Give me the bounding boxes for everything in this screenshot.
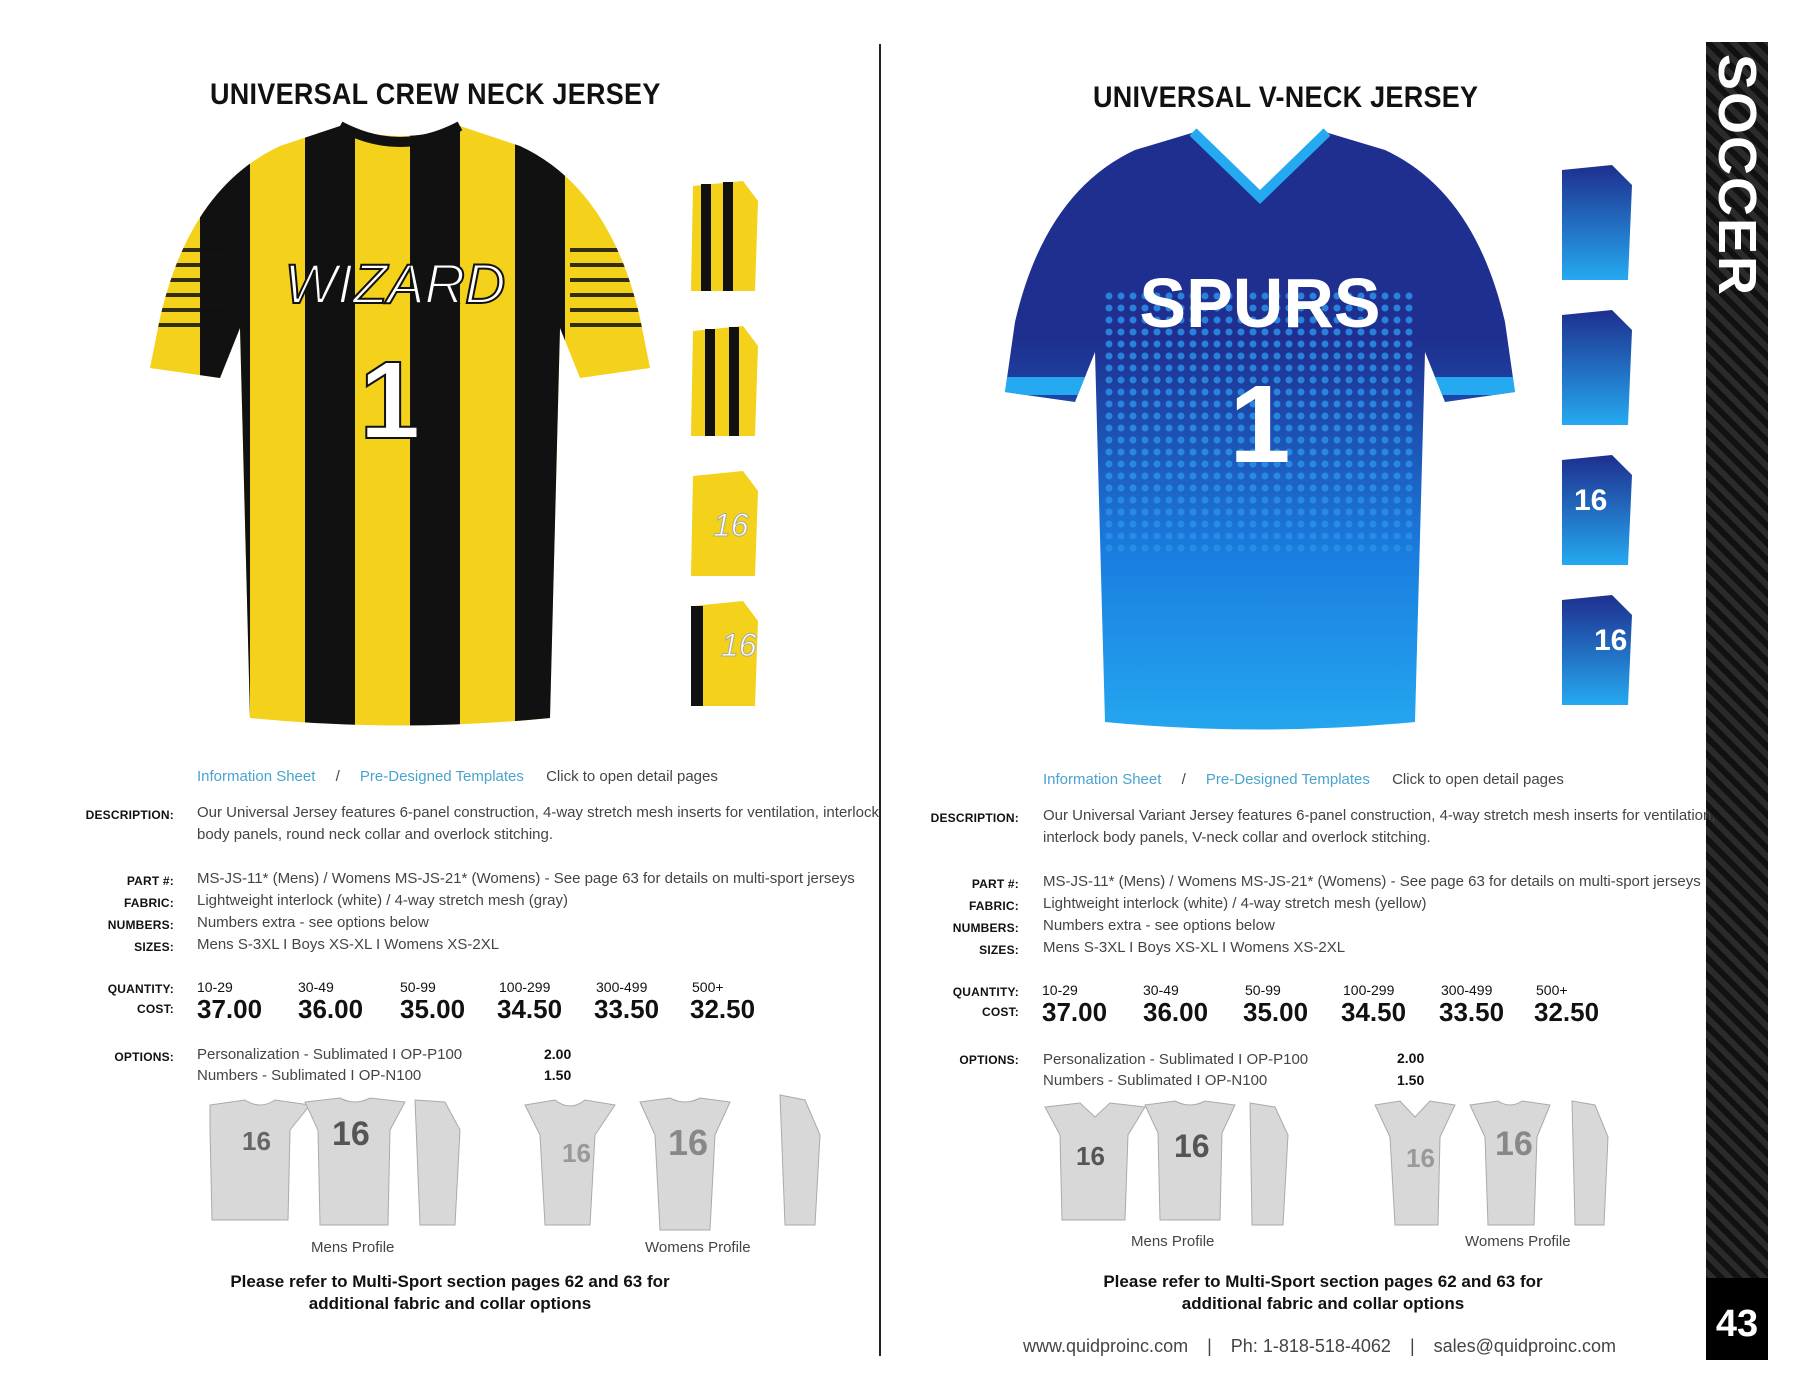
profile-number: 16 (1406, 1143, 1435, 1173)
option-price: 2.00 (544, 1046, 572, 1062)
description-text-line-2: body panels, round neck collar and overlock stitching. (197, 826, 554, 843)
footer-separator: | (1207, 1336, 1212, 1356)
v-neck-thumbnails (1552, 160, 1642, 720)
pre-designed-templates-link[interactable]: Pre-Designed Templates (1205, 771, 1370, 788)
cost-tier: 36.00 (1143, 997, 1209, 1027)
mens-profile-caption: Mens Profile (311, 1239, 395, 1256)
profile-number: 16 (1076, 1141, 1105, 1171)
fabric-value: Lightweight interlock (white) / 4-way stretch mesh (yellow) (1043, 895, 1427, 912)
quantity-label: QUANTITY: (107, 982, 174, 996)
qty-tier: 100-299 (1343, 982, 1395, 998)
thumbnail-back-view-2 (1562, 595, 1632, 705)
page-divider (879, 44, 881, 1356)
fabric-label: FABRIC: (968, 899, 1019, 913)
refer-note (1063, 1271, 1583, 1315)
thumb-number: 16 (721, 627, 757, 663)
option-name: Numbers - Sublimated I OP-N100 (197, 1067, 422, 1084)
pre-designed-templates-link[interactable]: Pre-Designed Templates (359, 768, 524, 785)
footer-separator: | (1409, 1336, 1415, 1356)
sizes-label: SIZES: (979, 943, 1019, 957)
womens-back-jersey (640, 1098, 730, 1230)
part-value: MS-JS-11* (Mens) / Womens MS-JS-21* (Womens) - See page 63 for details on multi-sport jerseys (1043, 873, 1701, 890)
refer-note-line-1: Please refer to Multi-Sport section pages 62 and 63 for (1103, 1272, 1543, 1291)
profile-number: 16 (1174, 1128, 1210, 1164)
right-profile-jerseys (1040, 1095, 1640, 1235)
womens-back-jersey (1470, 1101, 1550, 1225)
cost-label: COST: (982, 1005, 1019, 1019)
option-name: Personalization - Sublimated I OP-P100 (1043, 1051, 1309, 1068)
options-label: OPTIONS: (959, 1053, 1019, 1067)
thumb-number: 16 (1594, 624, 1628, 657)
qty-tier: 300-499 (596, 979, 648, 995)
thumbnail-back-view-2 (691, 601, 758, 706)
option-name: Personalization - Sublimated I OP-P100 (197, 1046, 463, 1063)
cost-tier: 35.00 (400, 994, 466, 1024)
cost-tier: 35.00 (1243, 997, 1309, 1027)
refer-note-line-2: additional fabric and collar options (1181, 1294, 1465, 1313)
profile-number: 16 (562, 1138, 591, 1168)
cost-tier: 32.50 (1534, 997, 1600, 1027)
qty-tier: 10-29 (197, 979, 233, 995)
qty-tier: 10-29 (1042, 982, 1078, 998)
cost-tier: 34.50 (497, 994, 563, 1024)
thumbnail-side-view-1 (1562, 165, 1632, 280)
links-hint: Click to open detail pages (546, 768, 718, 785)
thumbnail-back-view-1 (691, 471, 758, 576)
right-links (1043, 771, 1564, 788)
qty-tier: 500+ (692, 979, 724, 995)
link-separator: / (1181, 771, 1186, 788)
jersey-name-text: WIZARD (284, 252, 506, 315)
option-name: Numbers - Sublimated I OP-N100 (1043, 1072, 1268, 1089)
thumbnail-side-view-1 (691, 181, 758, 291)
numbers-value: Numbers extra - see options below (1043, 917, 1275, 934)
description-label: DESCRIPTION: (930, 811, 1019, 825)
cost-label: COST: (137, 1002, 174, 1016)
cost-tier: 37.00 (197, 994, 263, 1024)
cost-tier: 33.50 (1439, 997, 1505, 1027)
crew-neck-jersey-image (140, 118, 660, 738)
option-price: 2.00 (1397, 1050, 1425, 1066)
part-label: PART #: (971, 877, 1019, 891)
phone-number: Ph: 1-818-518-4062 (1230, 1336, 1391, 1356)
section-label: SOCCER (1707, 54, 1767, 298)
left-profile-jerseys (190, 1090, 840, 1240)
numbers-label: NUMBERS: (952, 921, 1019, 935)
options-label: OPTIONS: (114, 1050, 174, 1064)
numbers-value: Numbers extra - see options below (197, 914, 429, 931)
description-label: DESCRIPTION: (85, 808, 174, 822)
links-hint: Click to open detail pages (1392, 771, 1564, 788)
description-text-line-2: interlock body panels, V-neck collar and overlock stitching. (1043, 829, 1431, 846)
part-value: MS-JS-11* (Mens) / Womens MS-JS-21* (Womens) - See page 63 for details on multi-sport jerseys (197, 870, 855, 887)
page-number: 43 (1715, 1303, 1759, 1345)
left-links (197, 768, 718, 785)
crew-neck-thumbnails (683, 176, 763, 716)
cost-tier: 32.50 (690, 994, 756, 1024)
numbers-label: NUMBERS: (107, 918, 174, 932)
qty-tier: 50-99 (400, 979, 436, 995)
jersey-name-text: SPURS (1139, 264, 1381, 342)
thumb-number: 16 (1574, 484, 1608, 517)
womens-profile-caption: Womens Profile (1465, 1233, 1571, 1250)
option-price: 1.50 (544, 1067, 572, 1083)
sizes-value: Mens S-3XL I Boys XS-XL I Womens XS-2XL (197, 936, 500, 953)
qty-tier: 50-99 (1245, 982, 1281, 998)
refer-note-line-2: additional fabric and collar options (308, 1294, 592, 1313)
email-link[interactable]: sales@quidproinc.com (1433, 1336, 1616, 1356)
womens-profile-caption: Womens Profile (645, 1239, 751, 1256)
cost-tier: 37.00 (1042, 997, 1108, 1027)
thumbnail-side-view-2 (1562, 310, 1632, 425)
description-text-line-1: Our Universal Jersey features 6-panel construction, 4-way stretch mesh inserts for ventilation, interlock (197, 804, 879, 821)
right-title: UNIVERSAL V-NECK JERSEY (1093, 81, 1479, 114)
qty-tier: 30-49 (298, 979, 334, 995)
qty-tier: 30-49 (1143, 982, 1179, 998)
description-text-line-1: Our Universal Variant Jersey features 6-panel construction, 4-way stretch mesh inserts for ventilation, (1043, 807, 1716, 824)
profile-number: 16 (668, 1122, 709, 1163)
profile-number: 16 (1495, 1125, 1533, 1163)
profile-number: 16 (332, 1115, 370, 1153)
sizes-label: SIZES: (134, 940, 174, 954)
mens-side-jersey (1250, 1103, 1288, 1225)
information-sheet-link[interactable]: Information Sheet (197, 768, 316, 785)
sizes-value: Mens S-3XL I Boys XS-XL I Womens XS-2XL (1043, 939, 1346, 956)
qty-tier: 300-499 (1441, 982, 1493, 998)
womens-side-jersey (1572, 1101, 1608, 1225)
mens-profile-caption: Mens Profile (1131, 1233, 1215, 1250)
thumbnail-back-view-1 (1562, 455, 1632, 565)
left-title: UNIVERSAL CREW NECK JERSEY (210, 78, 661, 111)
cost-tier: 34.50 (1341, 997, 1407, 1027)
contact-footer (1023, 1336, 1616, 1357)
refer-note (190, 1271, 710, 1315)
cost-tier: 36.00 (298, 994, 364, 1024)
link-separator: / (335, 768, 340, 785)
quantity-label: QUANTITY: (952, 985, 1019, 999)
mens-side-jersey (415, 1100, 460, 1225)
v-neck-jersey-image (995, 122, 1525, 742)
fabric-label: FABRIC: (123, 896, 174, 910)
mens-front-jersey (210, 1100, 310, 1220)
profile-number: 16 (242, 1126, 271, 1156)
fabric-value: Lightweight interlock (white) / 4-way stretch mesh (gray) (197, 892, 568, 909)
website-link[interactable]: www.quidproinc.com (1023, 1336, 1189, 1356)
refer-note-line-1: Please refer to Multi-Sport section pages 62 and 63 for (230, 1272, 670, 1291)
jersey-number: 1 (359, 339, 421, 462)
qty-tier: 100-299 (499, 979, 551, 995)
cost-tier: 33.50 (594, 994, 660, 1024)
womens-side-jersey (780, 1095, 820, 1225)
information-sheet-link[interactable]: Information Sheet (1043, 771, 1162, 788)
part-label: PART #: (126, 874, 174, 888)
thumbnail-side-view-2 (691, 326, 758, 436)
jersey-number: 1 (1229, 363, 1291, 486)
option-price: 1.50 (1397, 1072, 1425, 1088)
qty-tier: 500+ (1536, 982, 1568, 998)
section-side-tab (1706, 42, 1768, 1360)
thumb-number: 16 (713, 507, 749, 543)
